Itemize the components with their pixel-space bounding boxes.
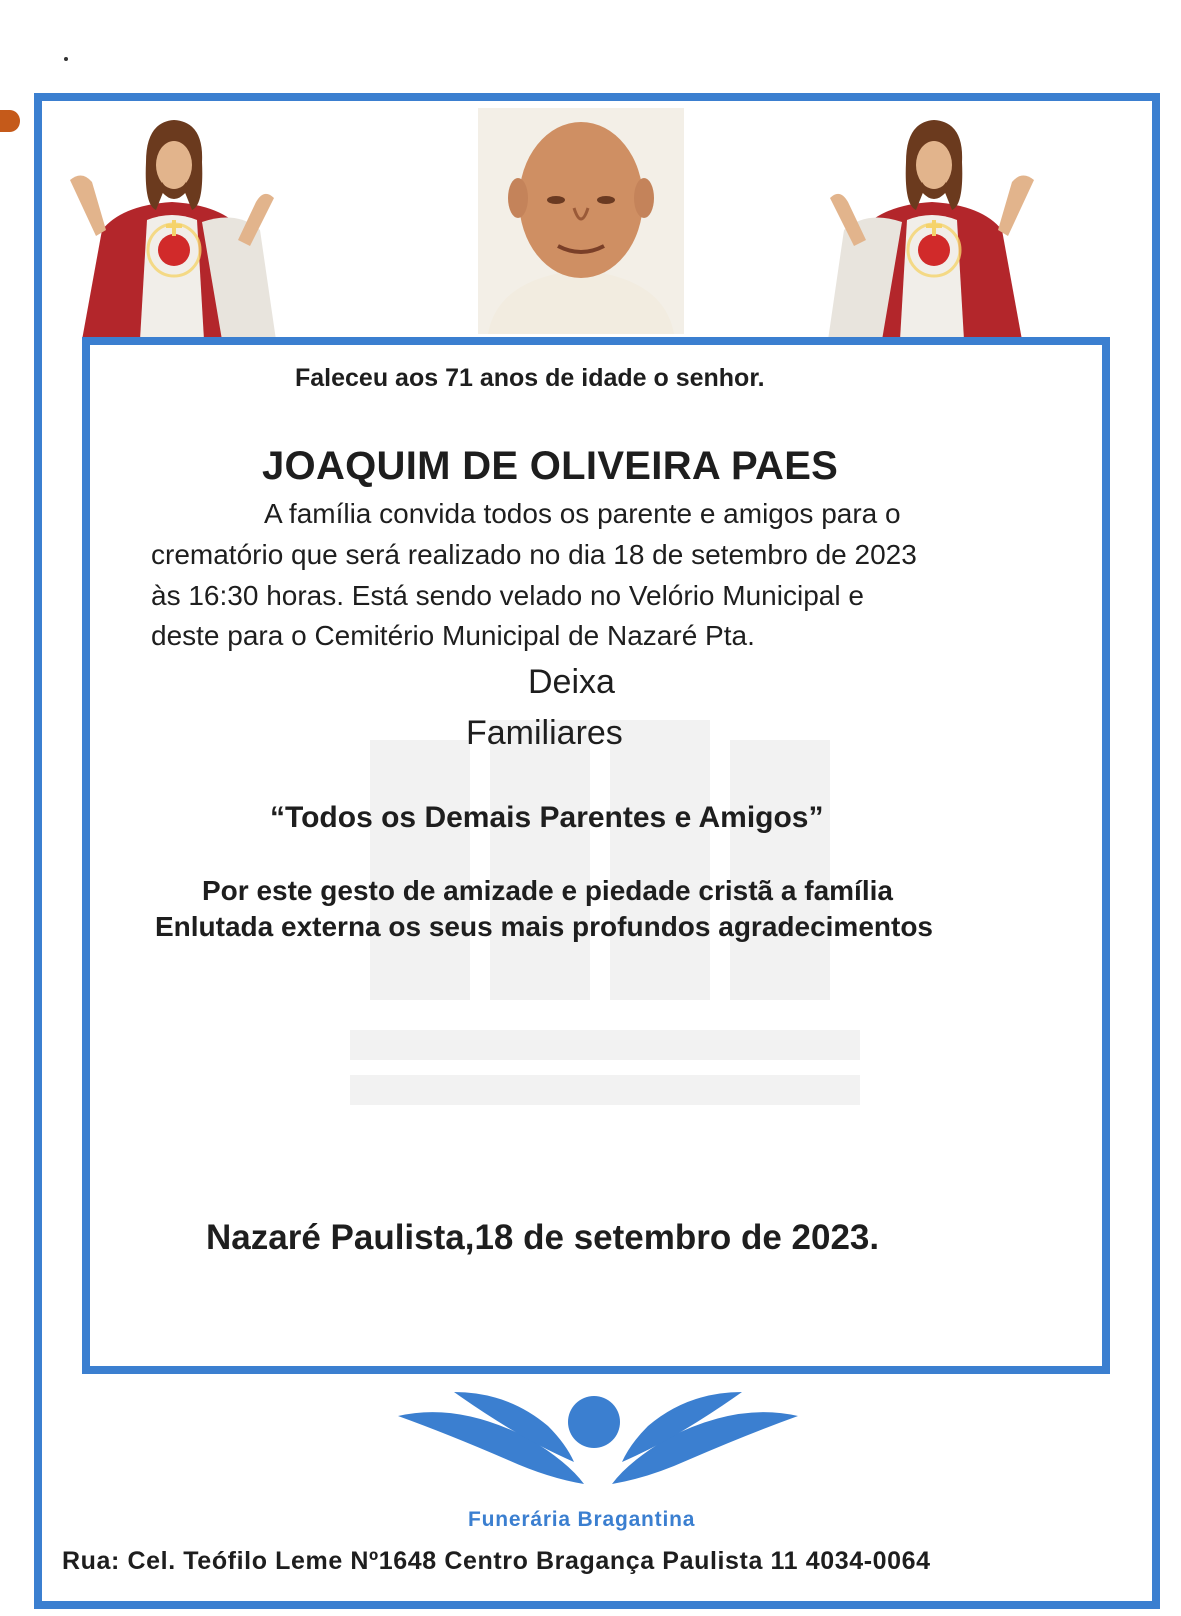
sacred-heart-jesus-right-icon [822,110,1042,340]
scan-edge-mark [0,110,20,132]
survived-by: Familiares [466,714,623,752]
place-and-date: Nazaré Paulista,18 de setembro de 2023. [206,1218,880,1257]
invitation-paragraph-line: às 16:30 horas. Está sendo velado no Velório Municipal e [151,580,864,611]
death-announcement-intro: Faleceu aos 71 anos de idade o senhor. [295,364,765,392]
thanks-line: Enlutada externa os seus mais profundos agradecimentos [155,911,933,942]
invitation-paragraph-line: A família convida todos os parente e amigos para o [264,498,901,529]
watermark-logo [350,700,860,1120]
scan-dot [64,57,68,61]
invitation-paragraph-line: deste para o Cemitério Municipal de Nazaré Pta. [151,620,755,651]
funeraria-bragantina-logo-icon [398,1388,798,1488]
survived-by-label: Deixa [528,663,615,701]
deceased-name: JOAQUIM DE OLIVEIRA PAES [262,444,839,488]
funeral-home-name: Funerária Bragantina [468,1508,696,1531]
deceased-portrait [478,108,684,334]
funeral-home-address: Rua: Cel. Teófilo Leme Nº1648 Centro Bragança Paulista 11 4034-0064 [62,1547,931,1575]
invitation-paragraph-line: crematório que será realizado no dia 18 de setembro de 2023 [151,539,917,570]
relatives-quote: “Todos os Demais Parentes e Amigos” [270,801,824,834]
thanks-line: Por este gesto de amizade e piedade cristã a família [202,875,893,906]
sacred-heart-jesus-left-icon [62,110,282,340]
